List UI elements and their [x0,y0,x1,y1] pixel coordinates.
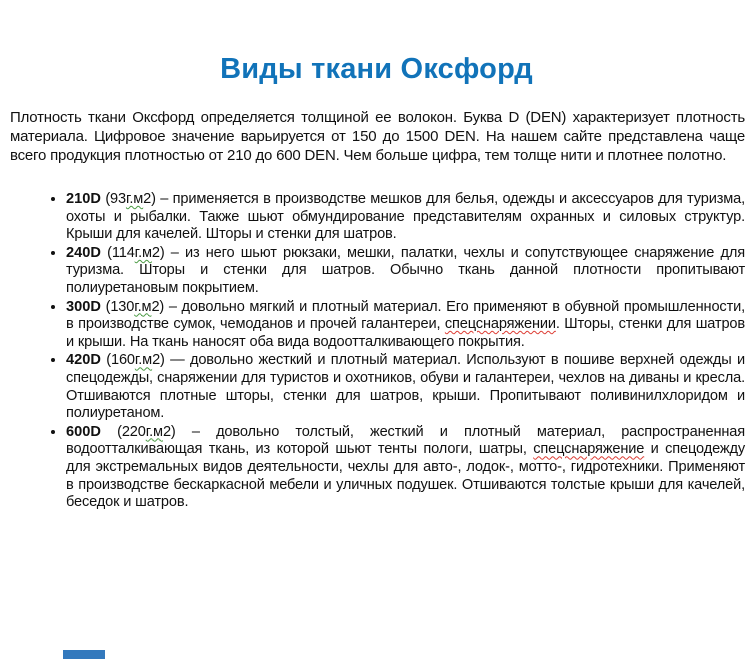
item-text: 2) – из него шьют рюкзаки, мешки, палатки, чехлы и сопутствующее снаряжение для туризма. Шторы и стенки для шатров. Обычно ткань данной плотности пропитывают полиуретановым покрытием. [66,244,745,296]
item-text: (114 [100,244,135,261]
partial-bottom-element[interactable] [63,650,105,659]
intro-paragraph: Плотность ткани Оксфорд определяется толщиной ее волокон. Буква D (DEN) характеризует плотность материала. Цифровое значение варьируется от 150 до 1500 DEN. На нашем сайте представлена чаще всего продукция плотностью от 210 до 600 DEN. Чем больше цифра, тем толще нити и плотнее полотно. [10,109,745,164]
misspelled-word: спецснаряжение [533,441,645,458]
density-label: 600D [66,423,101,440]
fabric-types-list [0,191,753,512]
document-page [0,50,753,512]
item-text: 2) – довольно толстый, жесткий и плотный материал, распространенная водоотталкивающая ткань, из которой шьют тенты пологи, шатры, [66,423,746,458]
list-item-600d [66,424,745,512]
density-label: 210D [66,191,101,207]
grammar-marked-text: г.м [134,298,152,315]
list-item-300d [66,299,745,352]
item-text: (93 [100,191,126,207]
grammar-marked-text: г.м [145,423,163,440]
item-text: (160 [100,352,135,369]
item-text: 2) – довольно мягкий и плотный материал. Его применяют в обувной промышленности, в производстве сумок, чемоданов и прочей галантереи, [66,298,746,333]
item-text: (130 [100,298,135,315]
grammar-marked-text: г.м [134,244,152,261]
list-item-240d [66,245,745,298]
density-label: 240D [66,244,101,261]
item-text: и спецодежду для экстремальных видов деятельности, чехлы для авто-, лодок-, мотто-, гидротехники. Применяют в производстве бескаркасной мебели и уличных подушек. Отшиваются толстые крыши для качелей, беседок и шатров. [66,441,745,511]
grammar-marked-text: г.м [134,352,153,369]
misspelled-word: спецснаряжении [444,316,556,333]
item-text: (220 [100,423,146,440]
density-label: 300D [66,298,101,315]
list-item-210d [66,191,745,244]
list-item-420d [66,352,745,422]
grammar-marked-text: г.м [125,191,144,207]
page-title: Виды ткани Оксфорд [220,53,533,85]
item-text: 2) – применяется в производстве мешков для белья, одежды и аксессуаров для туризма, охоты и рыбалки. Также шьют обмундирование представителям охранных и силовых структур. Крыши для качелей. Шторы и стенки для шатров. [66,191,745,243]
density-label: 420D [66,352,101,369]
item-text: 2) — довольно жесткий и плотный материал. Используют в пошиве верхней одежды и спецодежды, снаряжении для туристов и охотников, обуви и галантереи, чехлов на диваны и кресла. Отшиваются плотные шторы, стенки для шатров, крыши. Пропитывают поливинилхлоридом и полиуретаном. [66,352,746,422]
item-text: . Шторы, стенки для шатров и крыши. На ткань наносят оба вида водоотталкивающего покрытия. [66,316,745,350]
